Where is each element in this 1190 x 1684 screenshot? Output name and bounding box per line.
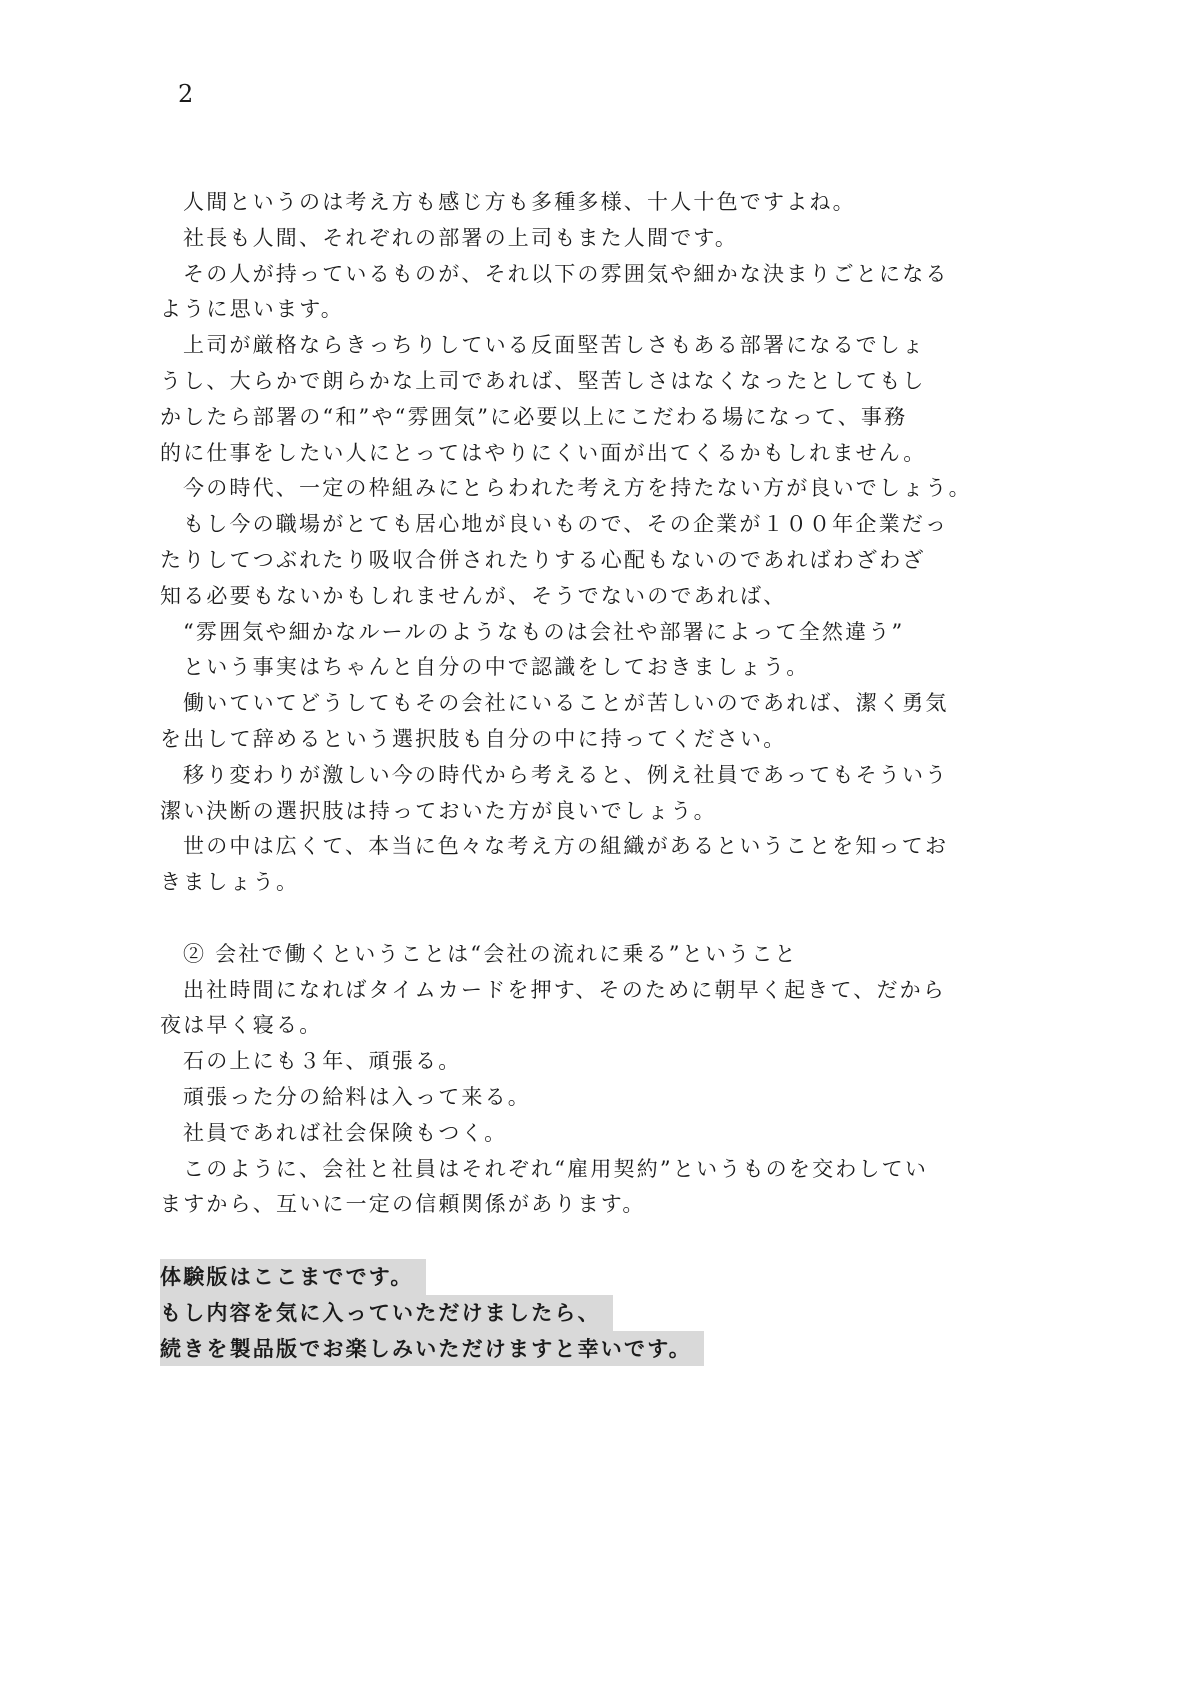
text-line: という事実はちゃんと自分の中で認識をしておきましょう。 (183, 655, 810, 680)
text-line: うし、大らかで朗らかな上司であれば、堅苦しさはなくなったとしてもし (160, 368, 926, 393)
text-line: 的に仕事をしたい人にとってはやりにくい面が出てくるかもしれません。 (160, 440, 927, 465)
blank-line (160, 1223, 980, 1259)
trial-notice (160, 1259, 980, 1366)
text-line: その人が持っているものが、それ以下の雰囲気や細かな決まりごとになる (183, 261, 949, 286)
text-line: ② 会社で働くということは“会社の流れに乗る”ということ (183, 941, 798, 966)
text-line: 上司が厳格ならきっちりしている反面堅苦しさもある部署になるでしょ (183, 333, 926, 358)
text-line: 社員であれば社会保険もつく。 (183, 1120, 508, 1145)
text-line: ように思います。 (160, 297, 344, 322)
text-line: を出して辞めるという選択肢も自分の中に持ってください。 (160, 726, 787, 751)
trial-notice-line: 続きを製品版でお楽しみいただけますと幸いです。 (160, 1331, 704, 1367)
text-line: もし今の職場がとても居心地が良いもので、その企業が１００年企業だっ (183, 512, 949, 537)
text-line: 人間というのは考え方も感じ方も多種多様、十人十色ですよね。 (183, 190, 856, 214)
text-line: 夜は早く寝る。 (160, 1013, 323, 1038)
text-line: 移り変わりが激しい今の時代から考えると、例え社員であってもそういう (183, 762, 949, 787)
text-line: 知る必要もないかもしれませんが、そうでないのであれば、 (160, 583, 787, 608)
trial-notice-line: もし内容を気に入っていただけましたら、 (160, 1295, 613, 1331)
text-line: 石の上にも３年、頑張る。 (183, 1049, 462, 1074)
text-line: 潔い決断の選択肢は持っておいた方が良いでしょう。 (160, 798, 717, 823)
text-line: たりしてつぶれたり吸収合併されたりする心配もないのであればわざわざ (160, 547, 926, 572)
body-text (160, 185, 980, 1259)
blank-line (160, 901, 980, 937)
document-body (160, 185, 980, 1366)
text-line: 働いていてどうしてもその会社にいることが苦しいのであれば、潔く勇気 (183, 691, 949, 716)
text-line: 今の時代、一定の枠組みにとらわれた考え方を持たない方が良いでしょう。 (183, 476, 972, 501)
page-number: 2 (178, 80, 194, 108)
text-line: 世の中は広くて、本当に色々な考え方の組織があるということを知ってお (183, 834, 949, 859)
text-line: “雰囲気や細かなルールのようなものは会社や部署によって全然違う” (183, 619, 905, 644)
text-line: 出社時間になればタイムカードを押す、そのために朝早く起きて、だから (183, 977, 947, 1002)
text-line: 社長も人間、それぞれの部署の上司もまた人間です。 (183, 225, 739, 250)
text-line: ますから、互いに一定の信頼関係があります。 (160, 1192, 646, 1217)
text-line: きましょう。 (160, 870, 300, 895)
text-line: このように、会社と社員はそれぞれ“雇用契約”というものを交わしてい (183, 1156, 929, 1181)
text-line: かしたら部署の“和”や“雰囲気”に必要以上にこだわる場になって、事務 (160, 404, 908, 429)
text-line: 頑張った分の給料は入って来る。 (183, 1084, 531, 1109)
trial-notice-line: 体験版はここまでです。 (160, 1259, 426, 1295)
